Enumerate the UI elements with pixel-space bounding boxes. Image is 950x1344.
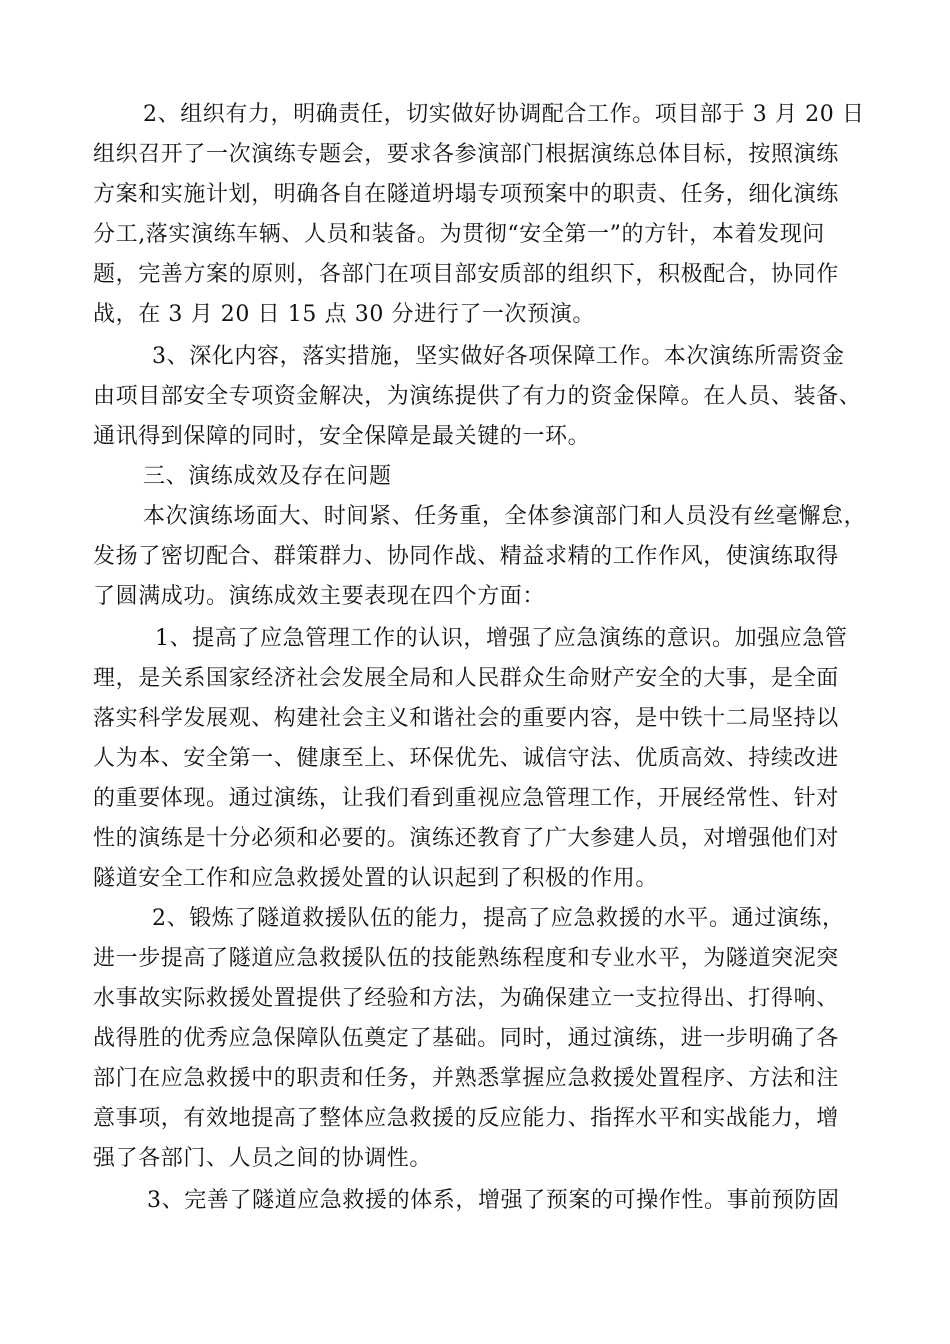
text-line: 强了各部门、人员之间的协调性。 (93, 1146, 433, 1171)
text-line: 落实科学发展观、构建社会主义和谐社会的重要内容，是中铁十二局坚持以 (93, 706, 839, 731)
text-line: 通讯得到保障的同时，安全保障是最关键的一环。 (93, 424, 591, 449)
text-line: 2、锻炼了隧道救援队伍的能力，提高了应急救援的水平。通过演练， (152, 906, 845, 931)
text-line: 意事项，有效地提高了整体应急救援的反应能力、指挥水平和实战能力，增 (93, 1106, 839, 1131)
text-line: 本次演练场面大、时间紧、任务重，全体参演部门和人员没有丝毫懈怠， (143, 504, 867, 529)
text-line: 3、完善了隧道应急救援的体系，增强了预案的可操作性。事前预防固 (147, 1188, 840, 1213)
text-line: 隧道安全工作和应急救援处置的认识起到了积极的作用。 (93, 866, 659, 891)
section-heading: 三、演练成效及存在问题 (143, 464, 392, 489)
text-line: 进一步提高了隧道应急救援队伍的技能熟练程度和专业水平，为隧道突泥突 (93, 946, 839, 971)
text-line: 2、组织有力，明确责任，切实做好协调配合工作。项目部于 3 月 20 日 (143, 102, 865, 127)
text-line: 战，在 3 月 20 日 15 点 30 分进行了一次预演。 (93, 302, 595, 327)
text-line: 3、深化内容，落实措施，坚实做好各项保障工作。本次演练所需资金 (152, 344, 845, 369)
text-line: 方案和实施计划，明确各自在隧道坍塌专项预案中的职责、任务，细化演练 (93, 182, 839, 207)
text-line: 理，是关系国家经济社会发展全局和人民群众生命财产安全的大事，是全面 (93, 666, 839, 691)
text-line: 的重要体现。通过演练，让我们看到重视应急管理工作，开展经常性、针对 (93, 786, 839, 811)
text-line: 部门在应急救援中的职责和任务，并熟悉掌握应急救援处置程序、方法和注 (93, 1066, 839, 1091)
text-line: 战得胜的优秀应急保障队伍奠定了基础。同时，通过演练，进一步明确了各 (93, 1026, 839, 1051)
text-line: 水事故实际救援处置提供了经验和方法，为确保建立一支拉得出、打得响、 (93, 986, 839, 1011)
text-line: 题，完善方案的原则，各部门在项目部安质部的组织下，积极配合，协同作 (93, 262, 839, 287)
text-line: 发扬了密切配合、群策群力、协同作战、精益求精的工作作风，使演练取得 (93, 544, 839, 569)
text-line: 分工,落实演练车辆、人员和装备。为贯彻“安全第一”的方针，本着发现问 (93, 222, 825, 247)
text-line: 性的演练是十分必须和必要的。演练还教育了广大参建人员，对增强他们对 (93, 826, 839, 851)
text-line: 由项目部安全专项资金解决，为演练提供了有力的资金保障。在人员、装备、 (93, 384, 862, 409)
text-line: 人为本、安全第一、健康至上、环保优先、诚信守法、优质高效、持续改进 (93, 746, 839, 771)
text-line: 1、提高了应急管理工作的认识，增强了应急演练的意识。加强应急管 (155, 626, 848, 651)
text-line: 组织召开了一次演练专题会，要求各参演部门根据演练总体目标，按照演练 (93, 142, 839, 167)
text-line: 了圆满成功。演练成效主要表现在四个方面： (93, 584, 546, 609)
